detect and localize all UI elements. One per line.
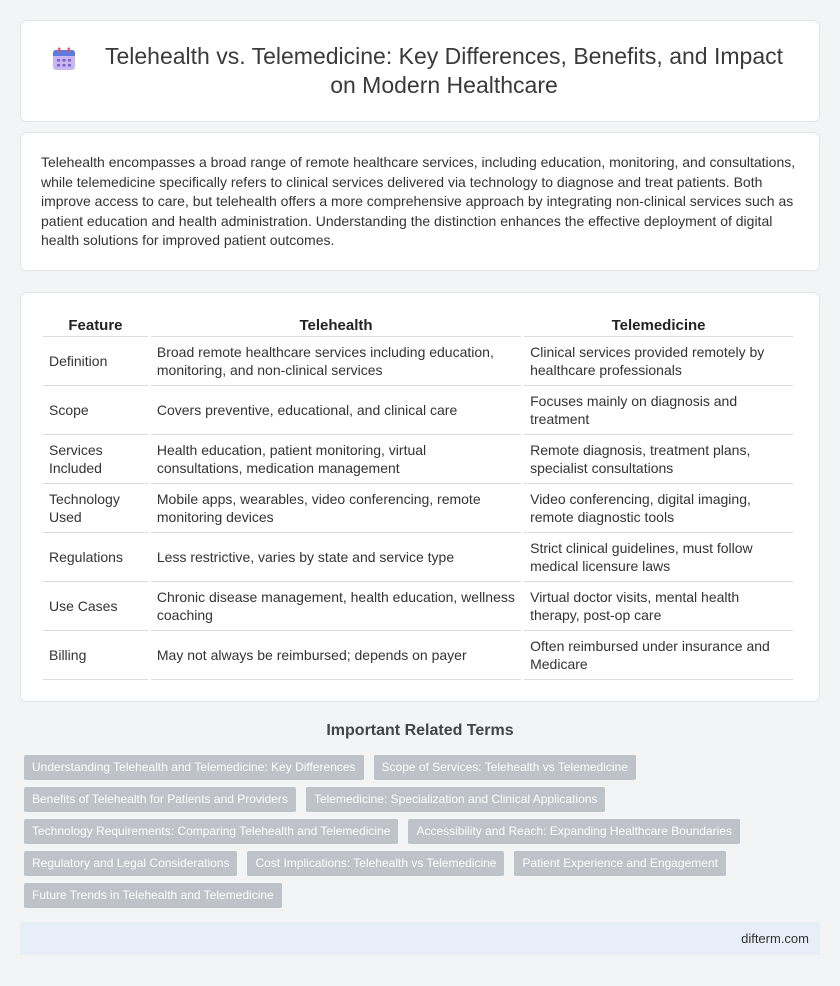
row-feature: Use Cases [43, 582, 148, 631]
footer-site-link[interactable]: difterm.com [741, 931, 809, 946]
row-feature: Technology Used [43, 484, 148, 533]
row-telehealth: Covers preventive, educational, and clinical care [151, 386, 521, 435]
row-telehealth: Health education, patient monitoring, virtual consultations, medication management [151, 435, 521, 484]
related-term-link[interactable]: Understanding Telehealth and Telemedicine: Key Differences [24, 755, 364, 780]
table-row [43, 386, 793, 435]
row-telehealth: Broad remote healthcare services including education, monitoring, and non-clinical services [151, 337, 521, 386]
row-telemedicine: Focuses mainly on diagnosis and treatment [524, 386, 793, 435]
table-row [43, 533, 793, 582]
header-telemedicine: Telemedicine [524, 311, 793, 337]
related-term-link[interactable]: Accessibility and Reach: Expanding Healthcare Boundaries [408, 819, 740, 844]
header-card [20, 20, 820, 122]
header-telehealth: Telehealth [151, 311, 521, 337]
related-term-link[interactable]: Telemedicine: Specialization and Clinical Applications [306, 787, 606, 812]
related-term-link[interactable]: Cost Implications: Telehealth vs Telemedicine [247, 851, 504, 876]
header-feature: Feature [43, 311, 148, 337]
footer [20, 922, 820, 955]
comparison-table-card [20, 292, 820, 702]
comparison-table [40, 311, 796, 680]
row-feature: Services Included [43, 435, 148, 484]
related-term-link[interactable]: Future Trends in Telehealth and Telemedicine [24, 883, 282, 908]
row-feature: Definition [43, 337, 148, 386]
related-term-link[interactable]: Patient Experience and Engagement [514, 851, 725, 876]
related-term-link[interactable]: Regulatory and Legal Considerations [24, 851, 237, 876]
intro-paragraph: Telehealth encompasses a broad range of remote healthcare services, including education, monitoring, and consultations, while telemedicine specifically refers to clinical services delivered via technology to diagnose and treat patients. Both improve access to care, but telehealth offers a more comprehensive approach by integrating non-clinical services such as patient education and health administration. Understanding the distinction enhances the effective deployment of digital health solutions for improved patient outcomes. [41, 154, 796, 249]
table-row [43, 582, 793, 631]
table-header-row [43, 311, 793, 337]
row-telehealth: Less restrictive, varies by state and service type [151, 533, 521, 582]
row-telehealth: Chronic disease management, health education, wellness coaching [151, 582, 521, 631]
related-term-link[interactable]: Technology Requirements: Comparing Telehealth and Telemedicine [24, 819, 398, 844]
related-terms-list [20, 755, 820, 915]
row-telehealth: May not always be reimbursed; depends on payer [151, 631, 521, 680]
related-terms-title: Important Related Terms [326, 722, 514, 739]
table-row [43, 435, 793, 484]
row-telemedicine: Clinical services provided remotely by healthcare professionals [524, 337, 793, 386]
row-telemedicine: Virtual doctor visits, mental health therapy, post-op care [524, 582, 793, 631]
intro-card [20, 132, 820, 271]
table-row [43, 631, 793, 680]
row-telehealth: Mobile apps, wearables, video conferencing, remote monitoring devices [151, 484, 521, 533]
row-telemedicine: Remote diagnosis, treatment plans, specialist consultations [524, 435, 793, 484]
calendar-icon [51, 46, 77, 72]
related-term-link[interactable]: Benefits of Telehealth for Patients and Providers [24, 787, 296, 812]
related-term-link[interactable]: Scope of Services: Telehealth vs Telemedicine [374, 755, 636, 780]
row-feature: Regulations [43, 533, 148, 582]
row-feature: Scope [43, 386, 148, 435]
page-title: Telehealth vs. Telemedicine: Key Differences, Benefits, and Impact on Modern Healthcare [104, 43, 784, 98]
row-feature: Billing [43, 631, 148, 680]
table-row [43, 337, 793, 386]
row-telemedicine: Often reimbursed under insurance and Medicare [524, 631, 793, 680]
table-row [43, 484, 793, 533]
row-telemedicine: Strict clinical guidelines, must follow medical licensure laws [524, 533, 793, 582]
row-telemedicine: Video conferencing, digital imaging, remote diagnostic tools [524, 484, 793, 533]
